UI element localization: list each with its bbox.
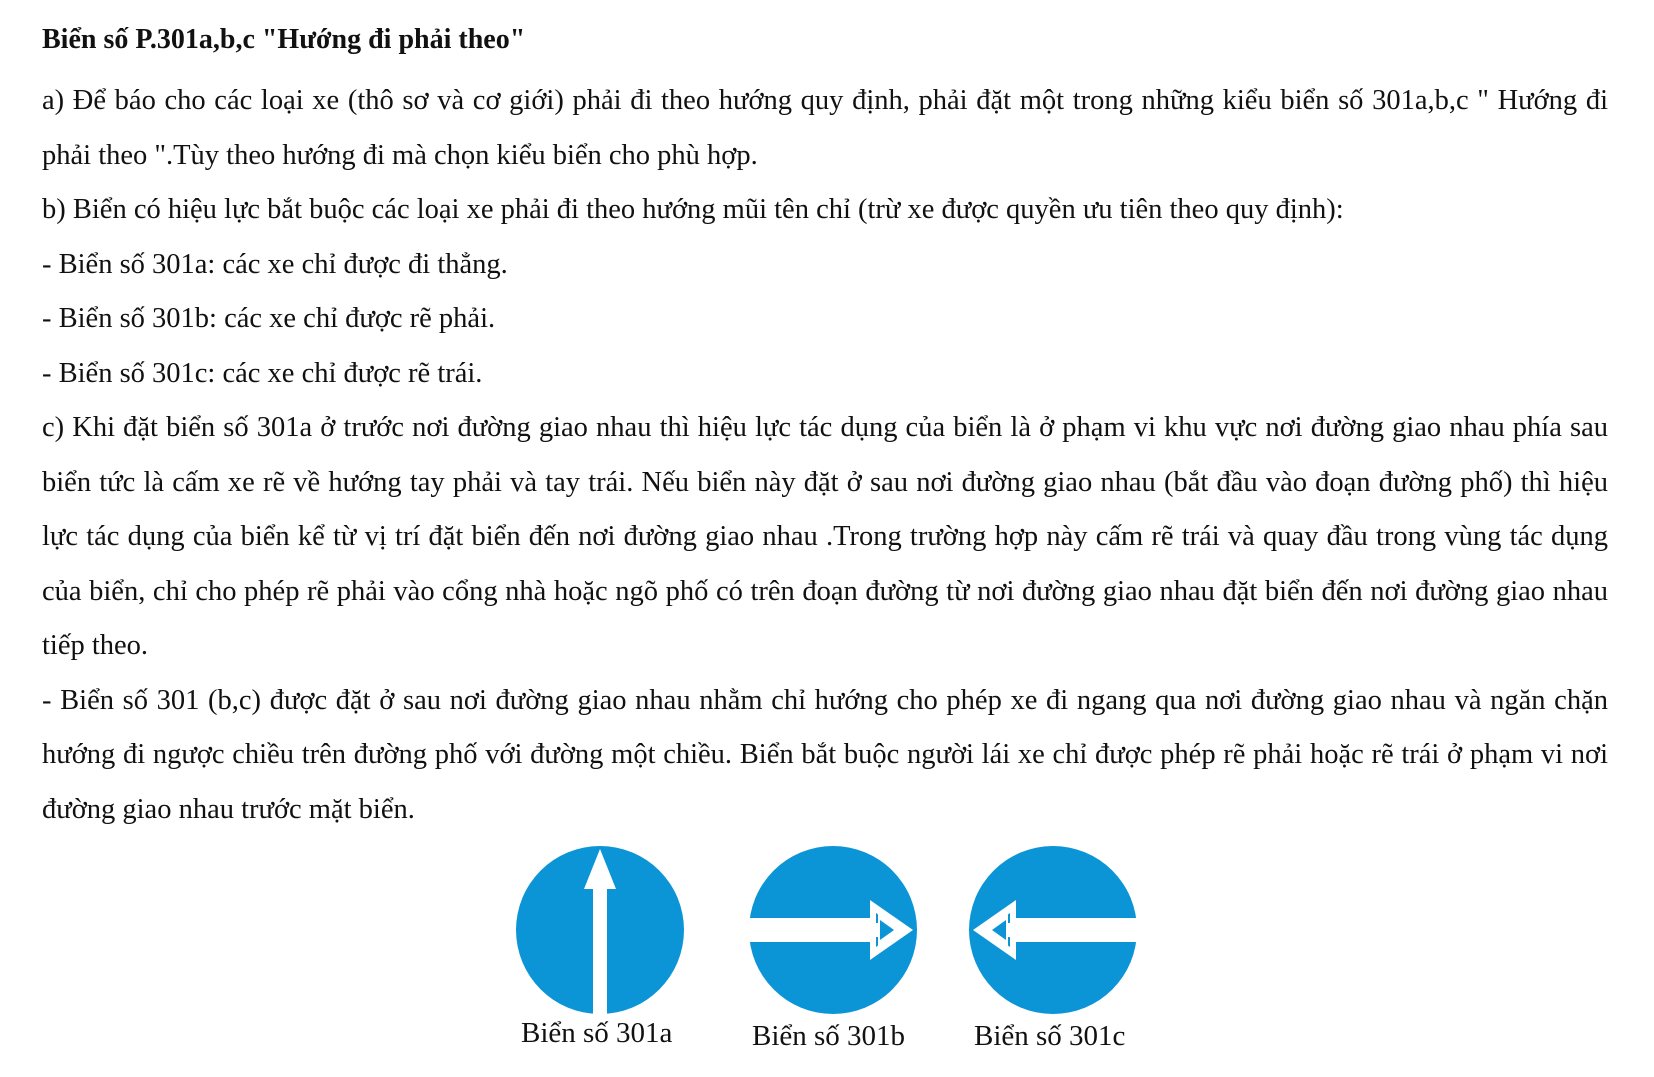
- paragraph-c: c) Khi đặt biển số 301a ở trước nơi đường giao nhau thì hiệu lực tác dụng của biển là ở phạm vi khu vực nơi đường giao nhau phía sau biển tức là cấm xe rẽ về hướng tay phải và tay trái. Nếu biển này đặt ở sau nơi đường giao nhau (bắt đầu vào đoạn đường phố) thì hiệu lực tác dụng của biển kể từ vị trí đặt biển đến nơi đường giao nhau .Trong trường hợp này cấm rẽ trái và quay đầu trong vùng tác dụng của biển, chỉ cho phép rẽ phải vào cổng nhà hoặc ngõ phố có trên đoạn đường từ nơi đường giao nhau đặt biển đến nơi đường giao nhau tiếp theo.: [42, 412, 1608, 661]
- sign-caption-301c: Biển số 301c: [974, 1020, 1126, 1052]
- paragraph-a: a) Để báo cho các loại xe (thô sơ và cơ giới) phải đi theo hướng quy định, phải đặt một trong những kiểu biển số 301a,b,c " Hướng đi phải theo ".Tùy theo hướng đi mà chọn kiểu biển cho phù hợp.: [42, 85, 1608, 171]
- paragraph-301bc: - Biển số 301 (b,c) được đặt ở sau nơi đường giao nhau nhằm chỉ hướng cho phép xe đi ngang qua nơi đường giao nhau và ngăn chặn hướng đi ngược chiều trên đường phố với đường một chiều. Biển bắt buộc người lái xe chỉ được phép rẽ phải hoặc rẽ trái ở phạm vi nơi đường giao nhau trước mặt biển.: [42, 684, 1608, 825]
- up-arrow-icon: [515, 845, 685, 1015]
- left-arrow-icon: [968, 845, 1138, 1015]
- sign-caption-301b: Biển số 301b: [752, 1020, 906, 1052]
- sign-figures: [0, 845, 1654, 1077]
- list-item-301c: - Biển số 301c: các xe chỉ được rẽ trái.: [42, 357, 483, 389]
- list-item-301a: - Biển số 301a: các xe chỉ được đi thẳng.: [42, 248, 508, 280]
- paragraph-b: b) Biển có hiệu lực bắt buộc các loại xe phải đi theo hướng mũi tên chỉ (trừ xe được quyền ưu tiên theo quy định):: [42, 194, 1344, 225]
- document-title: Biển số P.301a,b,c "Hướng đi phải theo": [42, 24, 526, 55]
- list-item-301b: - Biển số 301b: các xe chỉ được rẽ phải.: [42, 303, 496, 334]
- right-arrow-icon: [748, 845, 918, 1015]
- sign-301b: [748, 845, 918, 1015]
- document: [42, 22, 1608, 837]
- sign-caption-301a: Biển số 301a: [521, 1017, 673, 1049]
- sign-301a: [515, 845, 685, 1015]
- sign-301c: [968, 845, 1138, 1015]
